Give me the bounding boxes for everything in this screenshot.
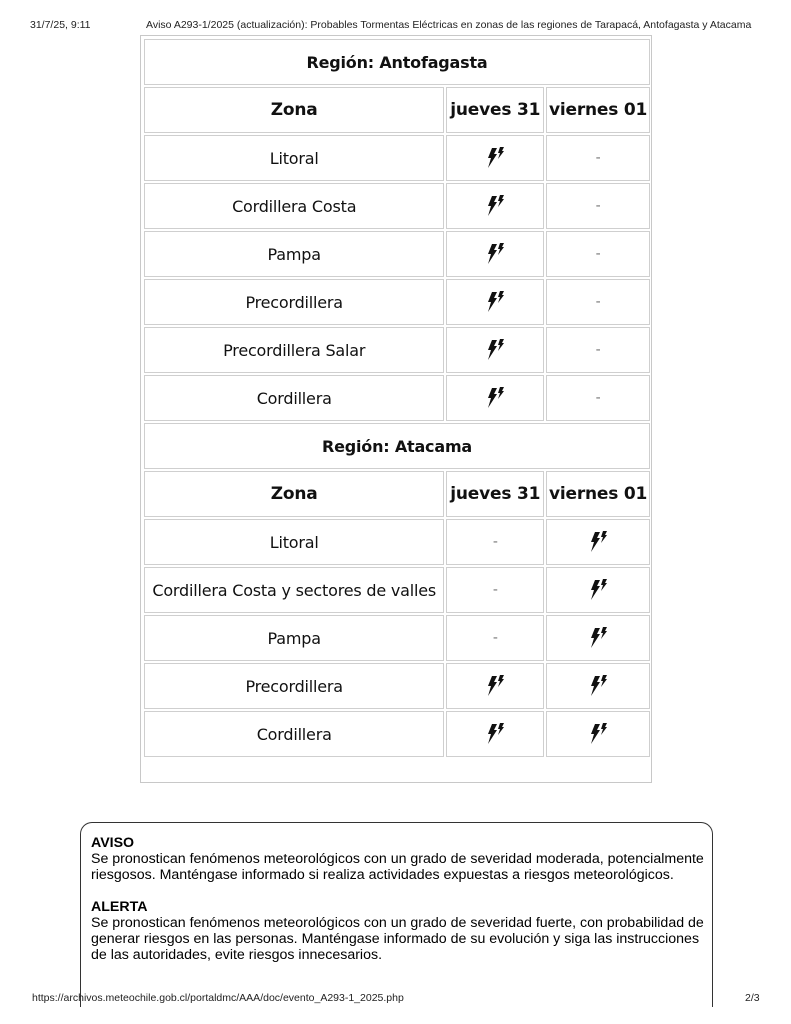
thunderstorm-icon bbox=[483, 244, 507, 263]
aviso-definition bbox=[91, 835, 711, 883]
no-event-dash: - bbox=[492, 534, 498, 550]
no-event-dash: - bbox=[595, 150, 601, 166]
zone-name: Precordillera bbox=[144, 279, 444, 325]
day2-cell bbox=[546, 135, 650, 181]
table-row bbox=[144, 663, 650, 709]
thunderstorm-icon bbox=[483, 676, 507, 695]
region-title-row bbox=[144, 423, 650, 469]
print-footer bbox=[0, 992, 791, 1012]
column-header-zona: Zona bbox=[144, 471, 444, 517]
thunderstorm-icon bbox=[586, 580, 610, 599]
column-header-day1: jueves 31 bbox=[446, 87, 544, 133]
thunderstorm-icon bbox=[586, 532, 610, 551]
zone-name: Litoral bbox=[144, 519, 444, 565]
thunderstorm-icon bbox=[483, 724, 507, 743]
thunderstorm-icon bbox=[483, 292, 507, 311]
table-row bbox=[144, 375, 650, 421]
zones-table-container bbox=[140, 35, 652, 783]
day1-cell bbox=[446, 327, 544, 373]
no-event-dash: - bbox=[492, 582, 498, 598]
day2-cell bbox=[546, 567, 650, 613]
day2-cell bbox=[546, 231, 650, 277]
legend-box bbox=[80, 822, 713, 1007]
column-header-day2: viernes 01 bbox=[546, 471, 650, 517]
zone-name: Cordillera bbox=[144, 375, 444, 421]
zone-name: Litoral bbox=[144, 135, 444, 181]
day1-cell bbox=[446, 519, 544, 565]
no-event-dash: - bbox=[595, 294, 601, 310]
table-row bbox=[144, 279, 650, 325]
no-event-dash: - bbox=[595, 342, 601, 358]
column-header-row bbox=[144, 87, 650, 133]
column-header-day2: viernes 01 bbox=[546, 87, 650, 133]
zones-table bbox=[142, 37, 652, 759]
day1-cell bbox=[446, 279, 544, 325]
no-event-dash: - bbox=[595, 198, 601, 214]
aviso-text: Se pronostican fenómenos meteorológicos con un grado de severidad moderada, potencialmente riesgosos. Manténgase informado si realiza actividades expuestas a riesgos meteorológicos. bbox=[91, 851, 704, 883]
column-header-zona: Zona bbox=[144, 87, 444, 133]
print-datetime: 31/7/25, 9:11 bbox=[30, 19, 91, 31]
table-row bbox=[144, 519, 650, 565]
zone-name: Cordillera Costa bbox=[144, 183, 444, 229]
day2-cell bbox=[546, 183, 650, 229]
print-title: Aviso A293-1/2025 (actualización): Probables Tormentas Eléctricas en zonas de las regiones de Tarapacá, Antofagasta y Atacama bbox=[146, 19, 752, 31]
page-number: 2/3 bbox=[745, 992, 760, 1004]
day2-cell bbox=[546, 711, 650, 757]
day1-cell bbox=[446, 135, 544, 181]
region-title-row bbox=[144, 39, 650, 85]
day1-cell bbox=[446, 567, 544, 613]
table-row bbox=[144, 183, 650, 229]
alerta-text: Se pronostican fenómenos meteorológicos con un grado de severidad fuerte, con probabilidad de generar riesgos en las personas. Manténgase informado de su evolución y siga las instrucciones de las autoridades, evite riesgos innecesarios. bbox=[91, 915, 704, 963]
no-event-dash: - bbox=[492, 630, 498, 646]
thunderstorm-icon bbox=[586, 676, 610, 695]
day1-cell bbox=[446, 375, 544, 421]
column-header-day1: jueves 31 bbox=[446, 471, 544, 517]
day2-cell bbox=[546, 375, 650, 421]
print-header bbox=[0, 0, 791, 30]
day2-cell bbox=[546, 327, 650, 373]
table-row bbox=[144, 567, 650, 613]
day1-cell bbox=[446, 615, 544, 661]
day2-cell bbox=[546, 519, 650, 565]
day2-cell bbox=[546, 663, 650, 709]
day1-cell bbox=[446, 663, 544, 709]
day1-cell bbox=[446, 183, 544, 229]
no-event-dash: - bbox=[595, 390, 601, 406]
zone-name: Precordillera Salar bbox=[144, 327, 444, 373]
zone-name: Cordillera bbox=[144, 711, 444, 757]
day1-cell bbox=[446, 231, 544, 277]
thunderstorm-icon bbox=[483, 340, 507, 359]
day2-cell bbox=[546, 615, 650, 661]
region-title: Región: Atacama bbox=[144, 423, 650, 469]
region-title: Región: Antofagasta bbox=[144, 39, 650, 85]
day2-cell bbox=[546, 279, 650, 325]
thunderstorm-icon bbox=[586, 628, 610, 647]
alerta-label: ALERTA bbox=[91, 899, 148, 915]
alerta-definition bbox=[91, 899, 711, 963]
thunderstorm-icon bbox=[586, 724, 610, 743]
table-row bbox=[144, 615, 650, 661]
thunderstorm-icon bbox=[483, 388, 507, 407]
zone-name: Pampa bbox=[144, 615, 444, 661]
day1-cell bbox=[446, 711, 544, 757]
thunderstorm-icon bbox=[483, 196, 507, 215]
zone-name: Precordillera bbox=[144, 663, 444, 709]
table-row bbox=[144, 711, 650, 757]
table-row bbox=[144, 327, 650, 373]
no-event-dash: - bbox=[595, 246, 601, 262]
column-header-row bbox=[144, 471, 650, 517]
aviso-label: AVISO bbox=[91, 835, 135, 851]
zone-name: Pampa bbox=[144, 231, 444, 277]
thunderstorm-icon bbox=[483, 148, 507, 167]
page-url: https://archivos.meteochile.gob.cl/portaldmc/AAA/doc/evento_A293-1_2025.php bbox=[32, 992, 404, 1004]
table-row bbox=[144, 231, 650, 277]
table-row bbox=[144, 135, 650, 181]
zone-name: Cordillera Costa y sectores de valles bbox=[144, 567, 444, 613]
